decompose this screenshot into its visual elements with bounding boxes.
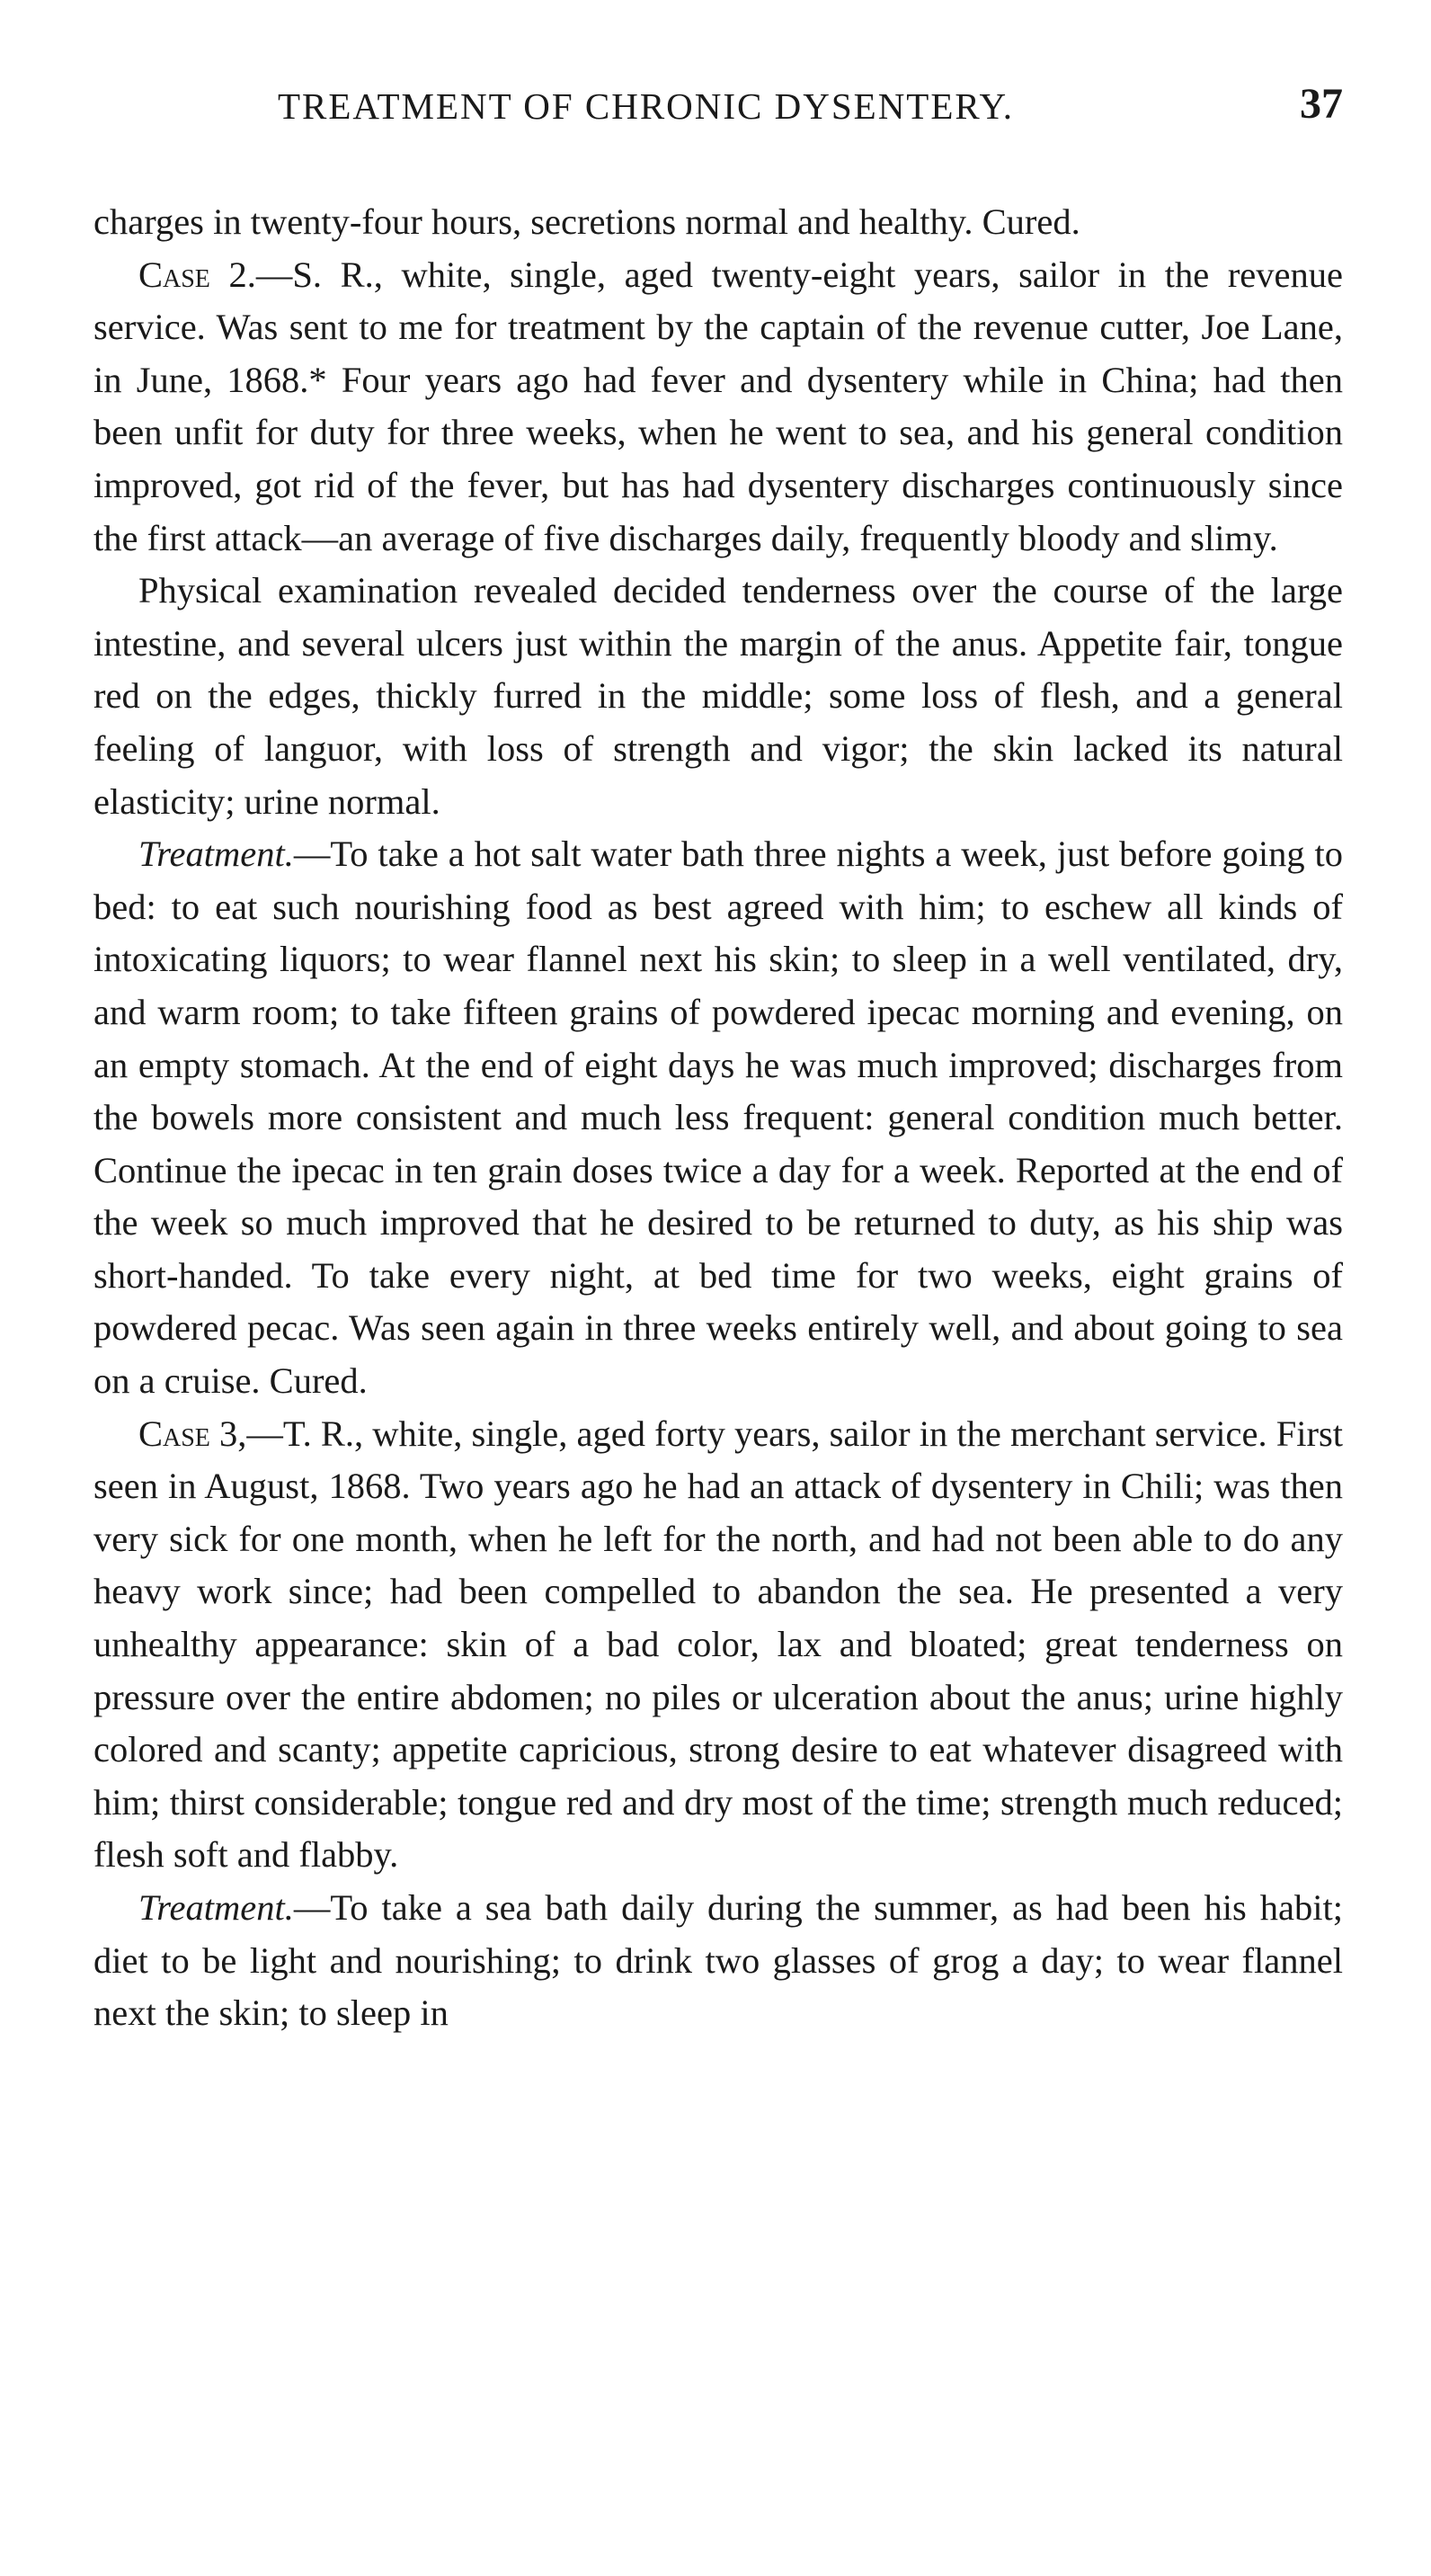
paragraph-case-2: [93, 249, 1343, 566]
body-text: [93, 196, 1343, 2040]
book-page: [93, 79, 1343, 2040]
paragraph-text: Physical examination revealed decided tenderness over the course of the large intestine, and several ulcers just within the margin of the anus. Appetite fair, tongue red on the edges, thickly furred in the middle; some loss of flesh, and a general feeling of languor, with loss of strength and vigor; the skin lacked its natural elasticity; urine normal.: [93, 570, 1343, 822]
paragraph-treatment-case-3: [93, 1882, 1343, 2040]
paragraph-text: —S. R., white, single, aged twenty-eight years, sailor in the revenue service. Was sent to me for treatment by the captain of the revenue cutter, Joe Lane, in June, 1868.* Four years ago had fever and dysentery while in China; had then been unfit for duty for three weeks, when he went to sea, and his general condition improved, got rid of the fever, but has had dysentery discharges continuously since the first attack—an average of five discharges daily, frequently bloody and slimy.: [93, 254, 1343, 558]
page-number: 37: [1300, 80, 1343, 128]
paragraph-physical-examination: [93, 565, 1343, 828]
running-title: TREATMENT OF CHRONIC DYSENTERY.: [278, 85, 1015, 127]
paragraph-case-3: [93, 1408, 1343, 1882]
treatment-heading: Treatment.: [138, 1887, 294, 1928]
paragraph-text: —To take a hot salt water bath three nights a week, just before going to bed: to eat such nourishing food as best agreed with him; to eschew all kinds of intoxicating liquors; to wear flannel next his skin; to sleep in a well ventilated, dry, and warm room; to take fifteen grains of powdered ipecac morning and evening, on an empty stomach. At the end of eight days he was much improved; discharges from the bowels more consistent and much less frequent: general condition much better. Continue the ipecac in ten grain doses twice a day for a week. Reported at the end of the week so much improved that he desired to be returned to duty, as his ship was short-handed. To take every night, at bed time for two weeks, eight grains of powdered pecac. Was seen again in three weeks entirely well, and about going to sea on a cruise. Cured.: [93, 833, 1343, 1402]
running-head: [93, 79, 1343, 133]
treatment-heading: Treatment.: [138, 833, 294, 875]
paragraph-text: —To take a sea bath daily during the summer, as had been his habit; diet to be light and nourishing; to drink two glasses of grog a day; to wear flannel next the skin; to sleep in: [93, 1887, 1343, 2034]
paragraph-text: charges in twenty-four hours, secretions normal and healthy. Cured.: [93, 201, 1080, 242]
case-heading: Case 2.: [138, 254, 256, 295]
paragraph-text: —T. R., white, single, aged forty years, sailor in the merchant service. First seen in August, 1868. Two years ago he had an attack of dysentery in Chili; was then very sick for one month, when he left for the north, and had not been able to do any heavy work since; had been compelled to abandon the sea. He presented a very unhealthy appearance: skin of a bad color, lax and bloated; great tenderness on pressure over the entire abdomen; no piles or ulceration about the anus; urine highly colored and scanty; appetite capricious, strong desire to eat whatever disagreed with him; thirst considerable; tongue red and dry most of the time; strength much reduced; flesh soft and flabby.: [93, 1413, 1343, 1876]
paragraph-treatment-case-2: [93, 828, 1343, 1408]
case-heading: Case 3,: [138, 1413, 247, 1454]
paragraph-continuation: [93, 196, 1343, 249]
